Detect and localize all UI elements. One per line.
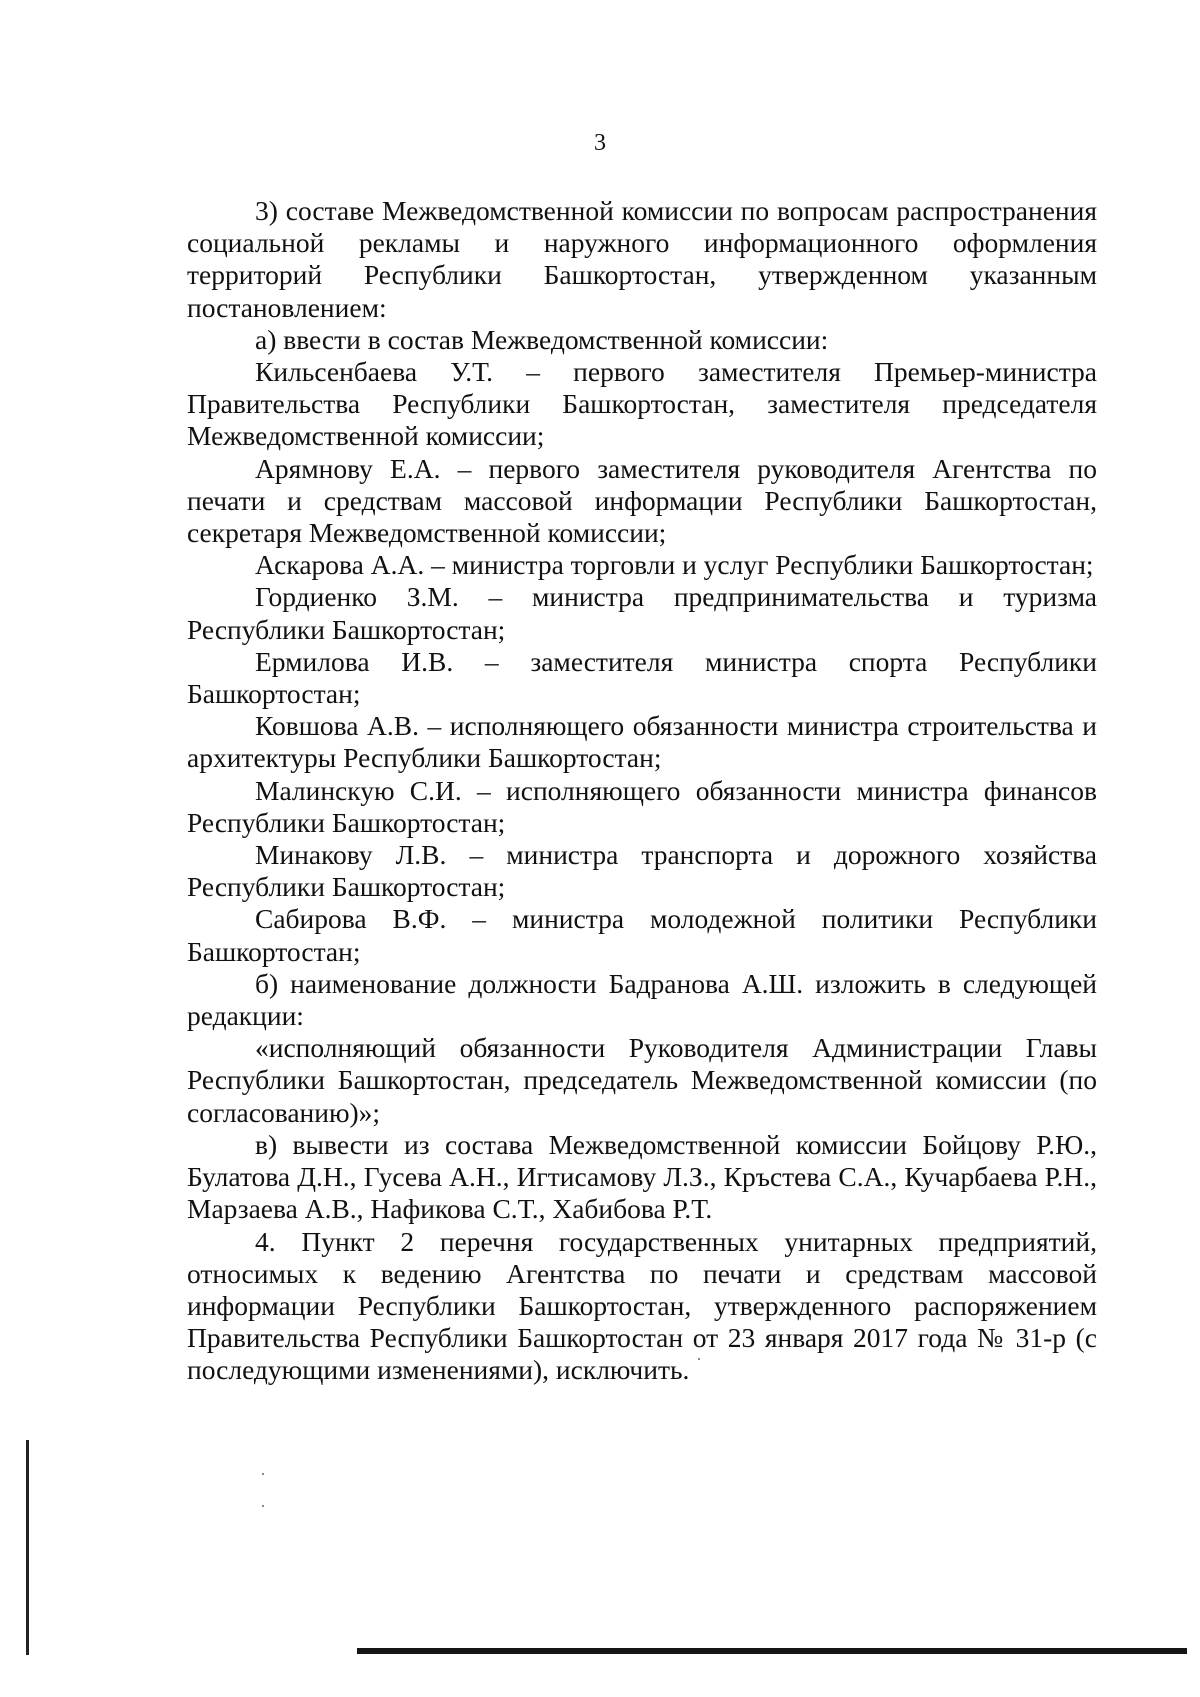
page-number: 3: [594, 130, 606, 156]
paragraph-remove-members: в) вывести из состава Межведомственной комиссии Бойцову Р.Ю., Булатова Д.Н., Гусева А.Н., Игтисамову Л.З., Кръстева С.А., Кучарбаева Р.Н., Марзаева А.В., Нафикова С.Т., Хабибова Р.Т.: [187, 1128, 1097, 1225]
paragraph-member: Сабирова В.Ф. – министра молодежной политики Республики Башкортостан;: [187, 903, 1097, 967]
scan-speck: [262, 1473, 264, 1475]
paragraph-member: Ковшова А.В. – исполняющего обязанности министра строительства и архитектуры Республики Башкортостан;: [187, 710, 1097, 774]
paragraph-member: Минакову Л.В. – министра транспорта и дорожного хозяйства Республики Башкортостан;: [187, 839, 1097, 903]
paragraph-item-4: 4. Пункт 2 перечня государственных унитарных предприятий, относимых к ведению Агентства по печати и средствам массовой информации Республики Башкортостан, утвержденного распоряжением Правительства Республики Башкортостан от 23 января 2017 года № 31-р (с последующими изменениями), исключить.: [187, 1225, 1097, 1386]
paragraph-commission-composition: 3) составе Межведомственной комиссии по вопросам распространения социальной рекламы и наружного информационного оформления территорий Республики Башкортостан, утвержденном указанным постановлением:: [187, 195, 1097, 323]
scan-edge-mark: [26, 1440, 29, 1655]
document-body: [187, 195, 1097, 1387]
paragraph-member: Кильсенбаева У.Т. – первого заместителя Премьер-министра Правительства Республики Башкортостан, заместителя председателя Межведомственной комиссии;: [187, 356, 1097, 452]
paragraph-member: Арямнову Е.А. – первого заместителя руководителя Агентства по печати и средствам массовой информации Республики Башкортостан, секретаря Межведомственной комиссии;: [187, 452, 1097, 549]
scan-bottom-line: [357, 1648, 1187, 1654]
paragraph-add-members: а) ввести в состав Межведомственной комиссии:: [255, 323, 829, 355]
scan-speck: [698, 1358, 700, 1360]
paragraph-member: Малинскую С.И. – исполняющего обязанности министра финансов Республики Башкортостан;: [187, 774, 1097, 838]
scan-speck: [262, 1505, 264, 1507]
paragraph-new-position-text: «исполняющий обязанности Руководителя Администрации Главы Республики Башкортостан, председатель Межведомственной комиссии (по согласованию)»;: [187, 1032, 1097, 1128]
paragraph-rename-position: б) наименование должности Бадранова А.Ш. изложить в следующей редакции:: [187, 967, 1097, 1032]
paragraph-member: Гордиенко З.М. – министра предпринимательства и туризма Республики Башкортостан;: [187, 581, 1097, 645]
paragraph-member: Аскарова А.А. – министра торговли и услуг Республики Башкортостан;: [255, 549, 1094, 581]
paragraph-member: Ермилова И.В. – заместителя министра спорта Республики Башкортостан;: [187, 645, 1097, 710]
